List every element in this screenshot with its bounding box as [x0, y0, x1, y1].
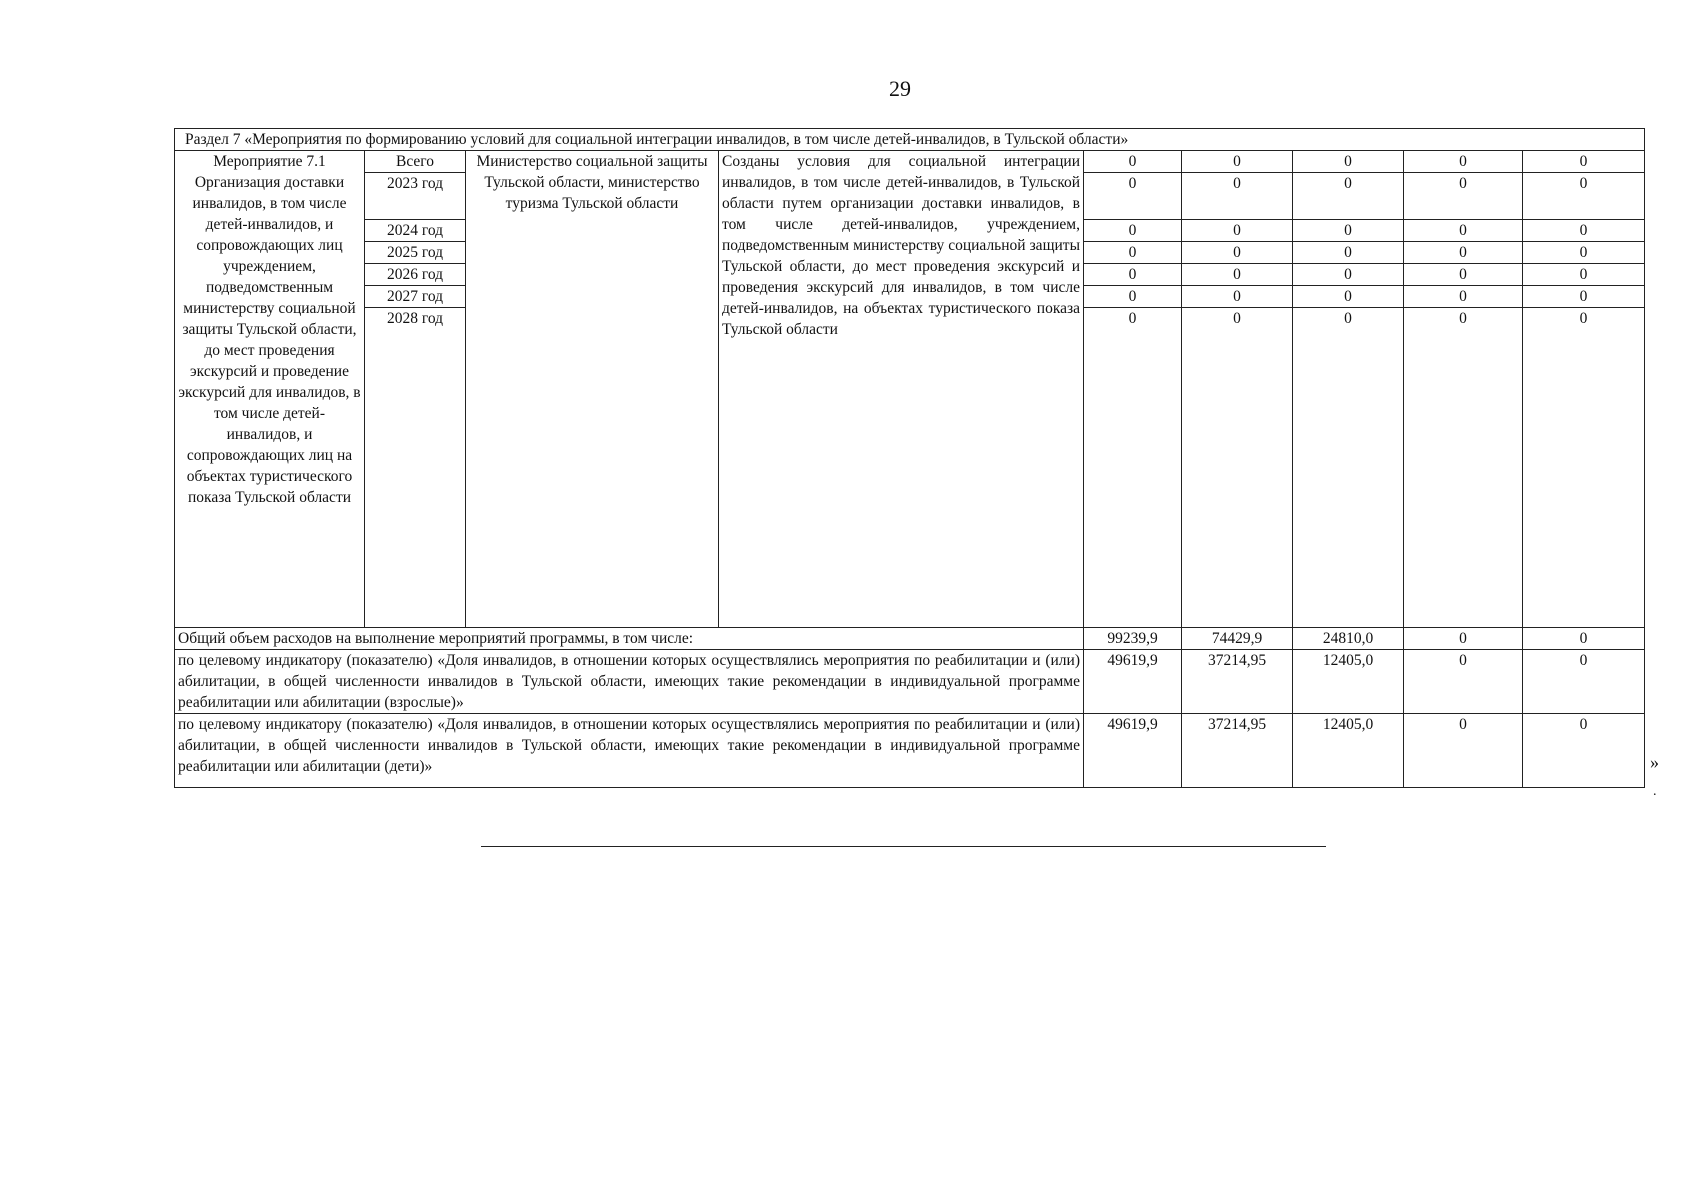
value-cell: 0: [1404, 151, 1523, 173]
program-table: [174, 128, 1645, 788]
value-cell: 0: [1404, 650, 1523, 714]
value-cell: 99239,9: [1084, 628, 1182, 650]
value-cell: 0: [1293, 151, 1404, 173]
value-cell: 0: [1404, 714, 1523, 788]
value-cell: 0: [1523, 242, 1645, 264]
value-cell: 0: [1523, 220, 1645, 242]
value-cell: 0: [1182, 264, 1293, 286]
value-cell: 0: [1293, 308, 1404, 628]
value-cell: 0: [1523, 264, 1645, 286]
value-cell: 0: [1084, 220, 1182, 242]
value-cell: 12405,0: [1293, 650, 1404, 714]
indicator-adults-row: [175, 650, 1645, 714]
value-cell: 0: [1182, 151, 1293, 173]
value-cell: 0: [1084, 286, 1182, 308]
value-cell: 12405,0: [1293, 714, 1404, 788]
period-cell: Всего: [365, 151, 466, 173]
value-cell: 0: [1084, 173, 1182, 220]
value-cell: 0: [1404, 264, 1523, 286]
value-cell: 0: [1182, 242, 1293, 264]
indicator-adults-label: по целевому индикатору (показателю) «Доля инвалидов, в отношении которых осуществлялись мероприятия по реабилитации и (или) абилитации, в общей численности инвалидов в Тульской области, имеющих такие рекомендации в индивидуальной программе реабилитации или абилитации (взрослые)»: [175, 650, 1084, 714]
period-cell: 2027 год: [365, 286, 466, 308]
end-divider: [481, 846, 1326, 847]
value-cell: 0: [1523, 650, 1645, 714]
value-cell: 74429,9: [1182, 628, 1293, 650]
value-cell: 0: [1523, 173, 1645, 220]
value-cell: 49619,9: [1084, 714, 1182, 788]
value-cell: 49619,9: [1084, 650, 1182, 714]
section-row: [175, 129, 1645, 151]
measure-result: Созданы условия для социальной интеграции инвалидов, в том числе детей-инвалидов, в Тульской области путем организации доставки инвалидов, в том числе детей-инвалидов, учреждением, подведомственным министерству социальной защиты Тульской области, до мест проведения экскурсий и проведения экскурсий для инвалидов, в том числе детей-инвалидов, на объектах туристического показа Тульской области: [719, 151, 1084, 628]
value-cell: 0: [1293, 173, 1404, 220]
measure-executors: Министерство социальной защиты Тульской области, министерство туризма Тульской области: [466, 151, 719, 628]
period-cell: 2026 год: [365, 264, 466, 286]
value-cell: 0: [1293, 264, 1404, 286]
value-cell: 0: [1293, 220, 1404, 242]
measure-row-total: [175, 151, 1645, 173]
value-cell: 0: [1523, 308, 1645, 628]
closing-quote: »: [1650, 752, 1659, 772]
value-cell: 37214,95: [1182, 650, 1293, 714]
value-cell: 0: [1523, 714, 1645, 788]
value-cell: 0: [1404, 286, 1523, 308]
value-cell: 0: [1084, 242, 1182, 264]
page-number: 29: [889, 76, 911, 101]
value-cell: 0: [1182, 286, 1293, 308]
value-cell: 0: [1523, 151, 1645, 173]
section-title: Раздел 7 «Мероприятия по формированию условий для социальной интеграции инвалидов, в том числе детей-инвалидов, в Тульской области»: [175, 129, 1645, 151]
indicator-children-label: по целевому индикатору (показателю) «Доля инвалидов, в отношении которых осуществлялись мероприятия по реабилитации и (или) абилитации, в общей численности инвалидов в Тульской области, имеющих такие рекомендации в индивидуальной программе реабилитации или абилитации (дети)»: [175, 714, 1084, 788]
value-cell: 0: [1523, 628, 1645, 650]
period-cell: 2023 год: [365, 173, 466, 220]
value-cell: 37214,95: [1182, 714, 1293, 788]
value-cell: 0: [1404, 308, 1523, 628]
value-cell: 0: [1404, 173, 1523, 220]
period-cell: 2024 год: [365, 220, 466, 242]
value-cell: 0: [1182, 173, 1293, 220]
value-cell: 0: [1084, 151, 1182, 173]
closing-dot: .: [1653, 784, 1657, 799]
measure-name: Мероприятие 7.1 Организация доставки инвалидов, в том числе детей-инвалидов, и сопровождающих лиц учреждением, подведомственным министерству социальной защиты Тульской области, до мест проведения экскурсий и проведение экскурсий для инвалидов, в том числе детей-инвалидов, и сопровождающих лиц на объектах туристического показа Тульской области: [175, 151, 365, 628]
value-cell: 0: [1523, 286, 1645, 308]
period-cell: 2028 год: [365, 308, 466, 628]
value-cell: 0: [1404, 628, 1523, 650]
period-cell: 2025 год: [365, 242, 466, 264]
value-cell: 0: [1293, 286, 1404, 308]
value-cell: 0: [1182, 220, 1293, 242]
value-cell: 0: [1084, 264, 1182, 286]
value-cell: 0: [1404, 220, 1523, 242]
value-cell: 24810,0: [1293, 628, 1404, 650]
indicator-children-row: [175, 714, 1645, 788]
total-label: Общий объем расходов на выполнение мероприятий программы, в том числе:: [175, 628, 1084, 650]
value-cell: 0: [1182, 308, 1293, 628]
value-cell: 0: [1084, 308, 1182, 628]
total-row: [175, 628, 1645, 650]
value-cell: 0: [1293, 242, 1404, 264]
value-cell: 0: [1404, 242, 1523, 264]
